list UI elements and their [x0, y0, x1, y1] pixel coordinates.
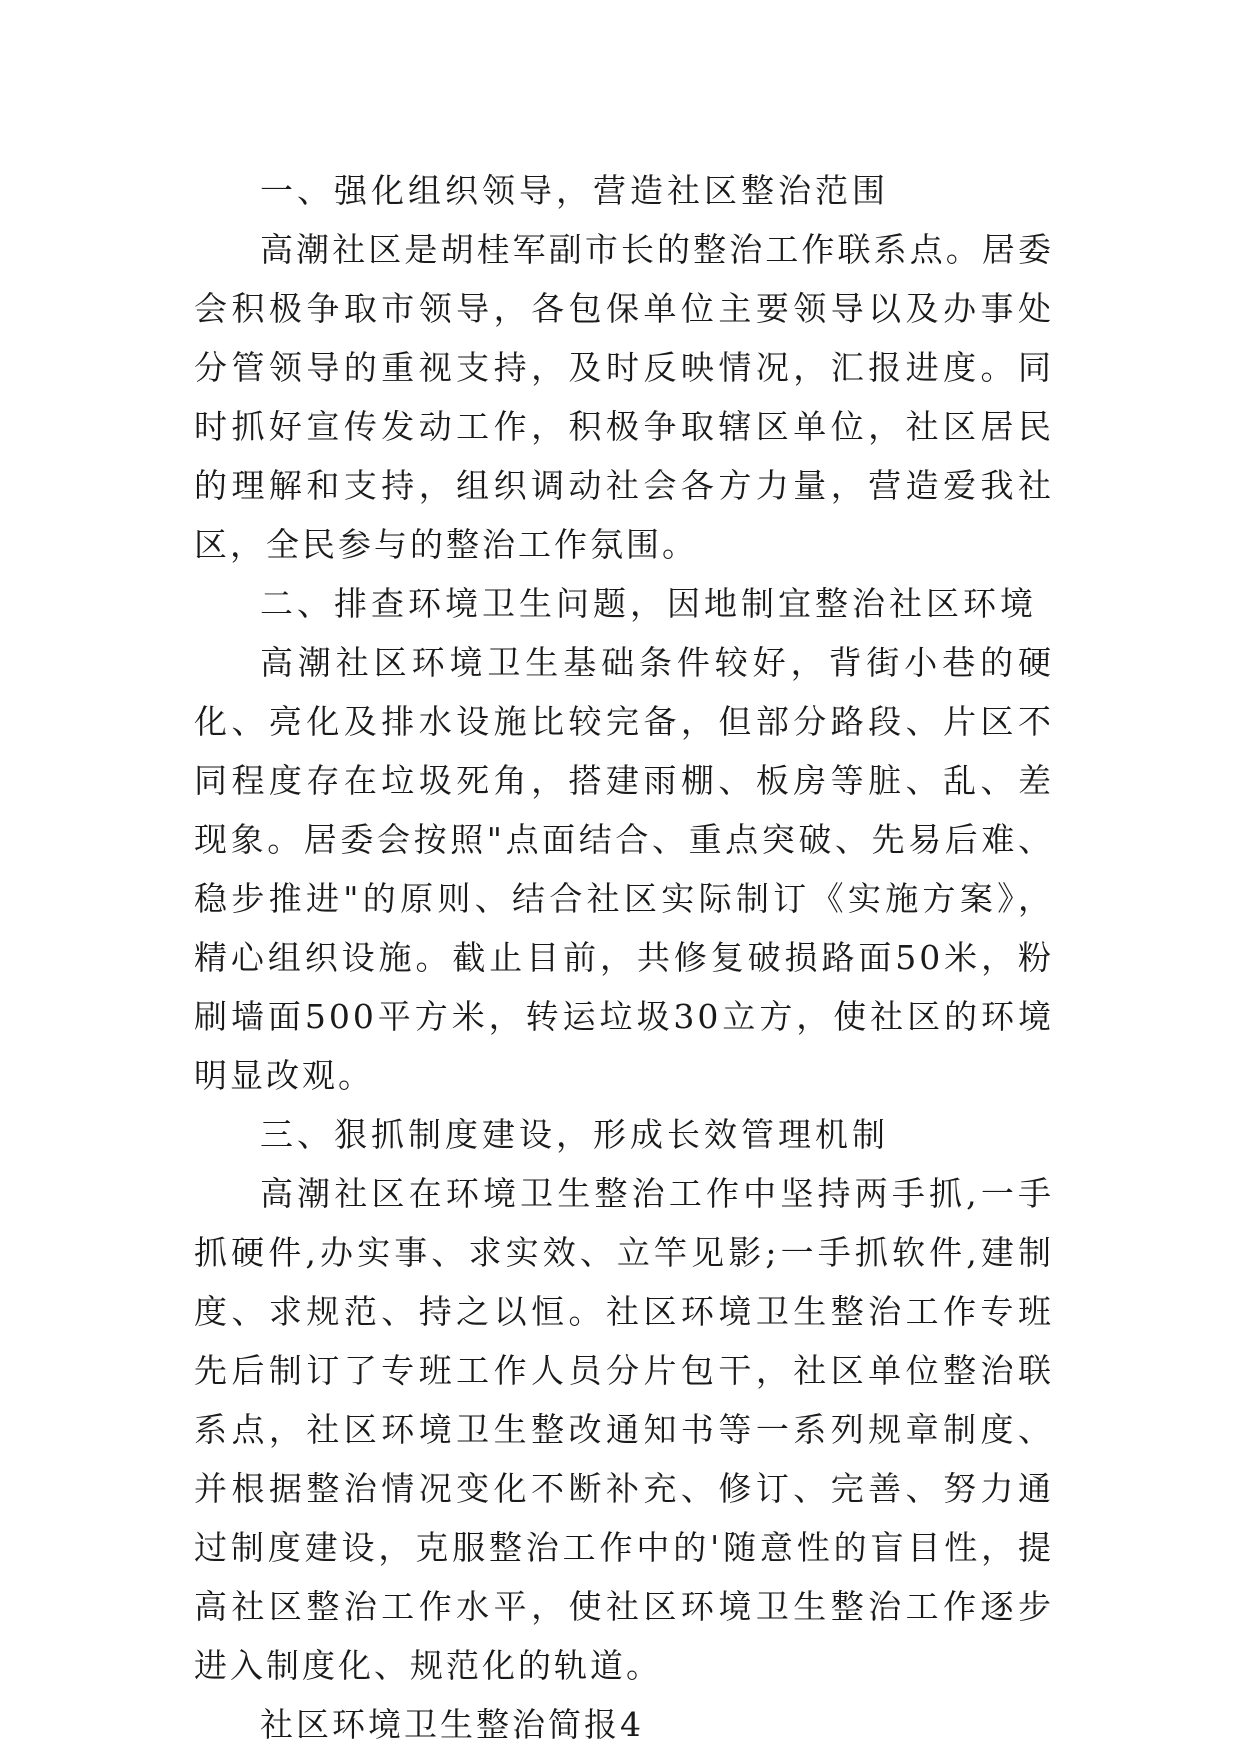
- report-title: 社区环境卫生整治简报4: [260, 1705, 644, 1744]
- paragraph-2: 高潮社区环境卫生基础条件较好，背街小巷的硬化、亮化及排水设施比较完备，但部分路段、片区不同程度存在垃圾死角，搭建雨棚、板房等脏、乱、差现象。居委会按照"点面结合、重点突破、先易后难、稳步推进"的原则、结合社区实际制订《实施方案》，精心组织设施。截止目前，共修复破损路面50米，粉刷墙面500平方米，转运垃圾30立方，使社区的环境明显改观。: [194, 643, 1054, 1095]
- document-body: [194, 161, 1054, 1754]
- paragraph-1: 高潮社区是胡桂军副市长的整治工作联系点。居委会积极争取市领导，各包保单位主要领导以及办事处分管领导的重视支持，及时反映情况，汇报进度。同时抓好宣传发动工作，积极争取辖区单位，社区居民的理解和支持，组织调动社会各方力量，营造爱我社区，全民参与的整治工作氛围。: [194, 230, 1054, 564]
- section-heading-3: 三、狠抓制度建设，形成长效管理机制: [260, 1115, 889, 1154]
- section-heading-1: 一、强化组织领导，营造社区整治范围: [260, 171, 889, 210]
- paragraph-3: 高潮社区在环境卫生整治工作中坚持两手抓,一手抓硬件,办实事、求实效、立竿见影;一手抓软件,建制度、求规范、持之以恒。社区环境卫生整治工作专班先后制订了专班工作人员分片包干，社区单位整治联系点，社区环境卫生整改通知书等一系列规章制度、并根据整治情况变化不断补充、修订、完善、努力通过制度建设，克服整治工作中的'随意性的盲目性，提高社区整治工作水平，使社区环境卫生整治工作逐步进入制度化、规范化的轨道。: [194, 1174, 1054, 1685]
- section-heading-2: 二、排查环境卫生问题，因地制宜整治社区环境: [260, 584, 1037, 623]
